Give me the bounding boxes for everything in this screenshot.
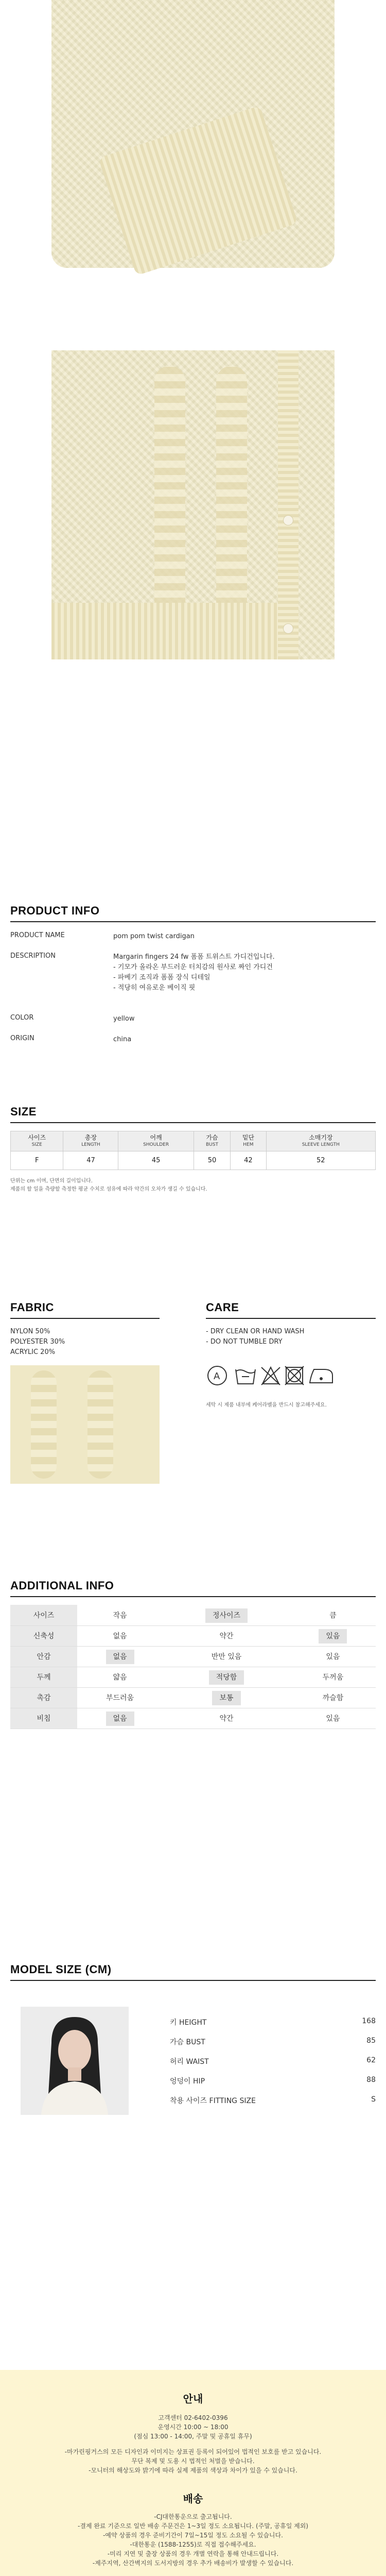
model-row-fitting-size: 착용 사이즈 FITTING SIZE S <box>170 2095 376 2105</box>
model-photo <box>21 2007 129 2115</box>
size-header-cell: 가슴 BUST <box>194 1131 231 1151</box>
fabric-item: ACRYLIC 20% <box>10 1348 56 1356</box>
cable-pattern-swatch <box>87 1370 113 1479</box>
additional-row-lining <box>10 1646 376 1667</box>
size-header-cell: 총장 LENGTH <box>63 1131 118 1151</box>
size-cell: 52 <box>266 1151 375 1170</box>
size-table <box>10 1131 376 1170</box>
cardigan-button <box>283 515 293 526</box>
info-key: DESCRIPTION <box>10 952 56 960</box>
dry-clean-icon <box>208 1366 226 1385</box>
additional-row-label: 비침 <box>10 1708 77 1728</box>
hem-ribbing <box>51 603 278 659</box>
info-value: Margarin fingers 24 fw 폼폼 트위스트 가디건입니다. - 기모가 올라온 부드러운 터치감의 원사로 짜인 가디건 - 파베기 조직과 폼폼 장식 디테일 - 적당히 여유로운 베이직 핏 <box>113 953 275 992</box>
size-cell: 50 <box>194 1151 231 1170</box>
size-table-header <box>11 1131 376 1151</box>
size-header-cell: 밑단 HEM <box>231 1131 266 1151</box>
shipping-title: 배송 <box>183 2493 203 2505</box>
option-cell: 없음 <box>77 1625 163 1646</box>
size-notes: 단위는 cm 이며, 단면의 길이입니다. 제품의 할 일을 측량할 측정한 평균 수치로 섬유에 따라 약간의 오차가 생길 수 있습니다. <box>10 1178 207 1192</box>
option-cell: 약간 <box>163 1708 290 1728</box>
additional-row-label: 안감 <box>10 1646 77 1667</box>
product-photo-detail <box>0 335 386 706</box>
option-cell: 약간 <box>163 1625 290 1646</box>
model-row-height: 키 HEIGHT 168 <box>170 2017 376 2027</box>
care-symbols-svg <box>206 1360 376 1391</box>
additional-row-thickness <box>10 1667 376 1687</box>
cable-pattern-swatch <box>31 1370 57 1479</box>
product-photo-sleeve <box>0 0 386 335</box>
additional-row-sheerness <box>10 1708 376 1728</box>
care-title: CARE <box>206 1301 239 1314</box>
product-info-title: PRODUCT INFO <box>10 904 100 917</box>
info-key: COLOR <box>10 1014 34 1022</box>
size-title: SIZE <box>10 1105 37 1118</box>
size-header-cell: 사이즈 SIZE <box>11 1131 63 1151</box>
info-key: PRODUCT NAME <box>10 931 65 939</box>
model-size-divider <box>10 1980 376 1981</box>
option-cell-selected: 정사이즈 <box>163 1605 290 1625</box>
size-cell: F <box>11 1151 63 1170</box>
additional-row-stretch <box>10 1625 376 1646</box>
info-key: ORIGIN <box>10 1035 34 1042</box>
additional-row-label: 촉감 <box>10 1687 77 1708</box>
fabric-item: NYLON 50% <box>10 1328 50 1335</box>
care-item: - DO NOT TUMBLE DRY <box>206 1338 283 1346</box>
option-cell-selected: 없음 <box>77 1646 163 1667</box>
guide-text: 고객센터 02-6402-0396 운영시간 10:00 ~ 18:00 (점심 13:00 - 14:00, 주말 및 공휴일 휴무) <box>134 2414 252 2440</box>
hand-wash-icon <box>236 1369 255 1384</box>
additional-row-label: 사이즈 <box>10 1605 77 1625</box>
info-value: pom pom twist cardigan <box>113 933 195 940</box>
size-header-cell: 어깨 SHOULDER <box>118 1131 194 1151</box>
guide-text-2: -마가린핑거스의 모든 디자인과 이미지는 상표권 등록이 되어있어 법적인 보호를 받고 있습니다. 무단 복제 및 도용 시 법적인 처벌을 받습니다. -모니터의 해상도와 밝기에 따라 실제 제품의 색상과 차이가 있을 수 있습니다. <box>64 2448 322 2474</box>
option-cell-selected: 있음 <box>290 1625 376 1646</box>
additional-row-label: 두께 <box>10 1667 77 1687</box>
care-item: - DRY CLEAN OR HAND WASH <box>206 1328 305 1335</box>
cardigan-button <box>283 623 293 634</box>
additional-row-texture <box>10 1687 376 1708</box>
option-cell: 큼 <box>290 1605 376 1625</box>
option-cell: 까슬함 <box>290 1687 376 1708</box>
size-cell: 42 <box>231 1151 266 1170</box>
shipping-text: -CJ대한통운으로 출고됩니다. -결제 완료 기준으로 일반 배송 주문건은 1~3일 정도 소요됩니다. (주말, 공휴일 제외) -예약 상품의 경우 준비기간이 7일~15일 정도 소요될 수 있습니다. -대한통운 (1588-1255)로 직접 접수해주세요. -미리 지연 및 출장 상품의 경우 개별 연락을 통해 안내드립니다. -제주지역, 산간벽지의 도서지방의 경우 추가 배송비가 발생할 수 있습니다. <box>78 2513 308 2567</box>
fabric-swatch-image <box>10 1365 160 1484</box>
size-cell: 45 <box>118 1151 194 1170</box>
fabric-list <box>10 1327 65 1358</box>
size-divider <box>10 1122 376 1123</box>
info-value: yellow <box>113 1015 135 1023</box>
model-portrait-svg <box>21 2007 129 2115</box>
guide-title: 안내 <box>183 2393 203 2405</box>
fabric-item: POLYESTER 30% <box>10 1338 65 1346</box>
option-cell: 얇음 <box>77 1667 163 1687</box>
fabric-title: FABRIC <box>10 1301 54 1314</box>
size-cell: 47 <box>63 1151 118 1170</box>
info-value: china <box>113 1036 132 1043</box>
fabric-divider <box>10 1318 160 1319</box>
cable-pattern-1 <box>154 366 185 634</box>
product-info-divider <box>10 921 376 922</box>
additional-info-table <box>10 1605 376 1729</box>
option-cell-selected: 보통 <box>163 1687 290 1708</box>
option-cell: 두꺼움 <box>290 1667 376 1687</box>
notice-section <box>0 2370 386 2576</box>
care-list <box>206 1327 304 1347</box>
additional-info-divider <box>10 1596 376 1597</box>
iron-low-icon <box>310 1369 332 1383</box>
care-symbols <box>206 1360 376 1391</box>
do-not-bleach-icon <box>261 1367 280 1385</box>
option-cell: 있음 <box>290 1646 376 1667</box>
option-cell: 작음 <box>77 1605 163 1625</box>
option-cell-selected: 적당함 <box>163 1667 290 1687</box>
size-header-cell: 소매기장 SLEEVE LENGTH <box>266 1131 375 1151</box>
option-cell: 있음 <box>290 1708 376 1728</box>
additional-row-size <box>10 1605 376 1625</box>
model-row-hip: 엉덩이 HIP 88 <box>170 2076 376 2086</box>
additional-info-title: ADDITIONAL INFO <box>10 1579 114 1592</box>
model-row-waist: 허리 WAIST 62 <box>170 2056 376 2066</box>
model-size-title: MODEL SIZE (CM) <box>10 1963 112 1976</box>
option-cell-selected: 없음 <box>77 1708 163 1728</box>
model-row-bust: 가슴 BUST 85 <box>170 2037 376 2046</box>
size-table-row <box>11 1151 376 1170</box>
care-note: 세탁 시 제품 내부에 케어라벨을 반드시 참고해주세요. <box>206 1402 327 1408</box>
additional-row-label: 신축성 <box>10 1625 77 1646</box>
svg-text:A: A <box>214 1371 220 1382</box>
care-divider <box>206 1318 376 1319</box>
option-cell: 부드러움 <box>77 1687 163 1708</box>
cable-pattern-2 <box>216 366 247 634</box>
do-not-tumble-dry-icon <box>285 1366 304 1385</box>
option-cell: 반만 있음 <box>163 1646 290 1667</box>
placket-ribbing <box>278 350 299 659</box>
